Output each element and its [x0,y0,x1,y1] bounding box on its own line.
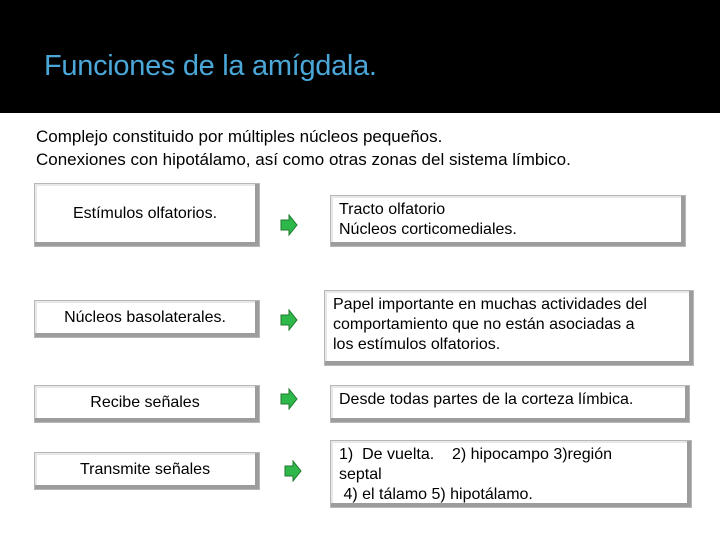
right-arrow-icon [284,460,302,482]
left-box-2 [34,300,260,338]
right-box-1 [330,195,686,247]
intro-line-2: Conexiones con hipotálamo, así como otras zonas del sistema límbico. [36,150,571,169]
right-box-4-line-3: 4) el tálamo 5) hipotálamo. [339,486,533,503]
right-box-2-line-3: los estímulos olfatorios. [333,336,501,353]
right-box-2 [324,290,694,366]
left-box-2-label: Núcleos basolaterales. [64,309,226,326]
right-box-1-line-2: Núcleos corticomediales. [339,221,517,238]
right-box-3 [330,385,690,423]
right-box-4-line-1: 1) De vuelta. 2) hipocampo 3)región [339,446,613,463]
slide-title: Funciones de la amígdala. [44,50,377,82]
left-box-4 [34,452,260,490]
left-box-4-label: Transmite señales [79,461,211,478]
right-arrow-icon [280,214,298,236]
right-box-2-line-1: Papel importante en muchas actividades del [333,296,647,313]
right-box-4 [330,440,692,508]
intro-line-1: Complejo constituido por múltiples núcleos pequeños. [36,127,443,146]
right-arrow-icon [280,309,298,331]
left-box-3 [34,385,260,423]
right-box-2-line-2: comportamiento que no están asociadas a [333,316,635,333]
right-arrow-icon [280,388,298,410]
right-box-1-line-1: Tracto olfatorio [339,201,446,218]
intro-text [36,125,571,171]
right-box-4-line-2: septal [339,466,382,483]
left-box-1 [34,183,260,247]
left-box-3-label: Recibe señales [90,394,200,411]
right-box-3-line-1: Desde todas partes de la corteza límbica. [339,391,634,408]
header-bar [0,0,720,113]
left-box-1-label: Estímulos olfatorios. [72,205,218,222]
